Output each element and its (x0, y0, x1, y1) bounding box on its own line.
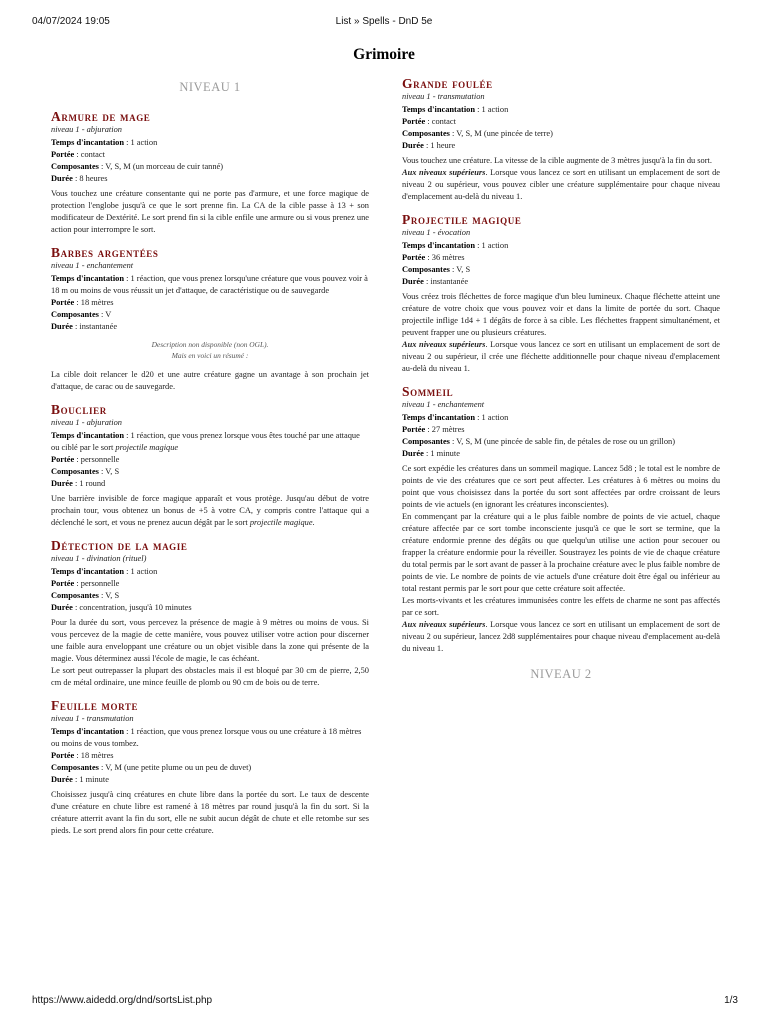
spell-cast-time: Temps d'incantation : 1 action (51, 138, 158, 147)
higher-levels: Aux niveaux supérieurs. Lorsque vous lancez ce sort en utilisant un emplacement de sort de niveau 2 ou supérieur, vous pouvez cibler une créature supplémentaire pour chaque niveau d'emplacement au-delà du niveau 1. (402, 168, 721, 201)
spell-cast-time: Temps d'incantation : 1 action (402, 241, 509, 250)
spell-description (402, 155, 720, 203)
spell-range: Portée : 18 mètres (51, 298, 114, 307)
spell-description (51, 617, 369, 689)
spell-range: Portée : 18 mètres (51, 751, 114, 760)
non-ogl-note: Description non disponible (non OGL). Mais en voici un résumé : (151, 340, 269, 360)
spell-armure-de-mage (51, 109, 369, 236)
spell-type: niveau 1 - enchantement (402, 400, 485, 409)
spell-type: niveau 1 - transmutation (402, 92, 485, 101)
spell-sommeil (402, 384, 720, 655)
spell-type: niveau 1 - abjuration (51, 125, 122, 134)
spell-components: Composantes : V, M (une petite plume ou un peu de duvet) (51, 763, 252, 772)
spell-feuille-morte (51, 698, 369, 837)
spell-components: Composantes : V, S (51, 591, 120, 600)
spell-duration: Durée : 1 round (51, 479, 106, 488)
page-number: 1/3 (724, 995, 738, 1006)
spell-description (51, 789, 369, 837)
spell-description (402, 291, 720, 375)
spell-cast-time: Temps d'incantation : 1 action (402, 105, 509, 114)
spell-name[interactable]: Sommeil (402, 384, 454, 399)
higher-levels: Aux niveaux supérieurs. Lorsque vous lancez ce sort en utilisant un emplacement de sort de niveau 2 ou supérieur, lancez 2d8 supplémentaires pour chaque niveau d'emplacement au-delà du niveau 1. (402, 620, 721, 653)
description-paragraph: Les morts-vivants et les créatures immunisées contre les effets de charme ne sont pas affectés par ce sort. (402, 596, 720, 617)
spell-range: Portée : personnelle (51, 455, 120, 464)
spell-range: Portée : 36 mètres (402, 253, 465, 262)
spell-detection-de-la-magie (51, 538, 369, 689)
spell-cast-time: Temps d'incantation : 1 action (51, 567, 158, 576)
right-column (402, 76, 720, 696)
description-paragraph: Vous créez trois fléchettes de force magique d'un bleu lumineux. Chaque fléchette atteint une créature de votre choix que vous pouvez voir et dans la limite de portée du sort. Chaque projectile inflige 1d4 + 1 dégâts de force à sa cible. Les fléchettes frappent simultanément, et peuvent frapper une ou plusieurs créatures. (402, 292, 720, 337)
spell-components: Composantes : V (51, 310, 112, 319)
spell-components: Composantes : V, S (402, 265, 471, 274)
description-paragraph: Vous touchez une créature consentante qui ne porte pas d'armure, et une force magique de protection l'englobe jusqu'à ce que le sort prenne fin. La CA de la cible passe à 13 + son modificateur de Dextérité. Le sort prend fin si la cible enfile une armure ou si vous prenez une action pour interrompre le sort. (51, 189, 369, 234)
higher-levels: Aux niveaux supérieurs. Lorsque vous lancez ce sort en utilisant un emplacement de sort de niveau 2 ou supérieur, il crée une fléchette additionnelle pour chaque niveau d'emplacement au-delà du niveau 1. (402, 340, 721, 373)
spell-description (402, 463, 720, 655)
description-paragraph: Pour la durée du sort, vous percevez la présence de magie à 9 mètres ou moins de vous. Si vous percevez de la magie de cette manière, vous pouvez utiliser votre action pour discerner une faible aura enveloppant une créature ou un objet visible dans la zone qui présente de la magie. Vous déterminez aussi l'école de magie, le cas échéant. (51, 618, 369, 663)
spell-type: niveau 1 - évocation (402, 228, 471, 237)
spell-range: Portée : contact (51, 150, 105, 159)
spell-type: niveau 1 - transmutation (51, 714, 134, 723)
spell-description (51, 339, 369, 393)
spell-duration: Durée : instantanée (402, 277, 469, 286)
spell-grande-foulee (402, 76, 720, 203)
spell-range: Portée : contact (402, 117, 456, 126)
spell-type: niveau 1 - enchantement (51, 261, 134, 270)
spell-name[interactable]: Bouclier (51, 402, 107, 417)
spell-name[interactable]: Barbes argentées (51, 245, 159, 260)
description-paragraph: Choisissez jusqu'à cinq créatures en chute libre dans la portée du sort. Le taux de descente d'une créature en chute libre est ramené à 18 mètres par round jusqu'à la fin du sort. Si la créature atterrit avant la fin du sort, elle ne subit aucun dégât de chute et elle retombe sur ses pieds. Le sort prend alors fin pour cette créature. (51, 790, 369, 835)
left-column (51, 76, 369, 846)
description-paragraph: Le sort peut outrepasser la plupart des obstacles mais il est bloqué par 30 cm de pierre, 2,50 cm de métal ordinaire, une mince feuille de plomb ou 90 cm de bois ou de terre. (51, 666, 369, 687)
spell-description (51, 188, 369, 236)
spell-description (51, 493, 369, 529)
level-heading-1: NIVEAU 1 (179, 80, 241, 94)
print-date: 04/07/2024 19:05 (32, 16, 110, 27)
spell-components: Composantes : V, S, M (une pincée de sable fin, de pétales de rose ou un grillon) (402, 437, 676, 446)
description-paragraph: La cible doit relancer le d20 et une autre créature gagne un avantage à son prochain jet d'attaque, de carac ou de sauvegarde. (51, 370, 369, 391)
spell-duration: Durée : 1 minute (51, 775, 109, 784)
spell-bouclier (51, 402, 369, 529)
spell-components: Composantes : V, S, M (un morceau de cuir tanné) (51, 162, 224, 171)
print-header (32, 16, 736, 30)
print-page-title: List » Spells - DnD 5e (335, 16, 433, 27)
spell-cast-time: Temps d'incantation : 1 réaction, que vous prenez lorsque vous êtes touché par une attaque ou ciblé par le sort projectile magique (51, 431, 360, 452)
spell-duration: Durée : concentration, jusqu'à 10 minutes (51, 603, 192, 612)
spell-duration: Durée : 1 heure (402, 141, 456, 150)
spell-duration: Durée : 8 heures (51, 174, 108, 183)
spell-name[interactable]: Feuille morte (51, 698, 139, 713)
spell-duration: Durée : 1 minute (402, 449, 460, 458)
spell-cast-time: Temps d'incantation : 1 réaction, que vous prenez lorsque vous ou une créature à 18 mètres ou moins de vous tombez. (51, 727, 362, 748)
spell-duration: Durée : instantanée (51, 322, 118, 331)
print-url[interactable]: https://www.aidedd.org/dnd/sortsList.php (32, 995, 213, 1006)
spell-barbes-argentees (51, 245, 369, 393)
page-title: Grimoire (353, 46, 415, 63)
description-paragraph: En commençant par la créature qui a le plus faible nombre de points de vie actuel, chaque créature affectée par ce sort tombe inconsciente jusqu'à ce que le sort se termine, que la créature endormie prenne des dégâts ou que quelqu'un utilise une action pour secouer ou frapper la créature endormie pour la réveiller. Soustrayez les points de vie de chaque créature du total permis par le sort avant de passer à la prochaine créature avec le plus faible nombre de points de vie. Le nombre de points de vie actuels d'une créature doit être égal ou inférieur au total restant permis par le sort pour que cette créature soit affectée. (402, 512, 720, 593)
spell-cast-time: Temps d'incantation : 1 réaction, que vous prenez lorsqu'une créature que vous pouvez voir à 18 m ou moins de vous réussit un jet d'attaque, de caractéristique ou de sauvegarde (51, 274, 368, 295)
spell-name[interactable]: Armure de mage (51, 109, 151, 124)
spell-name[interactable]: Grande foulée (402, 76, 493, 91)
print-footer (32, 995, 738, 1009)
description-paragraph: Ce sort expédie les créatures dans un sommeil magique. Lancez 5d8 ; le total est le nombre de points de vie des créatures que ce sort peut affecter. Les créatures à 6 mètres ou moins du point que vous choisissez dans la portée du sort sont affectées par ordre croissant de leurs points de vie actuels (en ignorant les créatures inconscientes). (402, 464, 720, 509)
spell-components: Composantes : V, S (51, 467, 120, 476)
spell-type: niveau 1 - divination (rituel) (51, 554, 147, 563)
spell-name[interactable]: Projectile magique (402, 212, 522, 227)
level-heading-2: NIVEAU 2 (530, 667, 592, 681)
spell-range: Portée : personnelle (51, 579, 120, 588)
spell-name[interactable]: Détection de la magie (51, 538, 188, 553)
spell-range: Portée : 27 mètres (402, 425, 465, 434)
spell-components: Composantes : V, S, M (une pincée de terre) (402, 129, 553, 138)
description-paragraph: Vous touchez une créature. La vitesse de la cible augmente de 3 mètres jusqu'à la fin du sort. (402, 156, 712, 165)
description-paragraph: Une barrière invisible de force magique apparaît et vous protège. Jusqu'au début de votre prochain tour, vous obtenez un bonus de +5 à votre CA, y compris contre l'attaque qui a déclenché le sort, et vous ne prenez aucun dégât par le sort projectile magique. (51, 494, 369, 527)
spell-cast-time: Temps d'incantation : 1 action (402, 413, 509, 422)
spell-projectile-magique (402, 212, 720, 375)
spell-type: niveau 1 - abjuration (51, 418, 122, 427)
